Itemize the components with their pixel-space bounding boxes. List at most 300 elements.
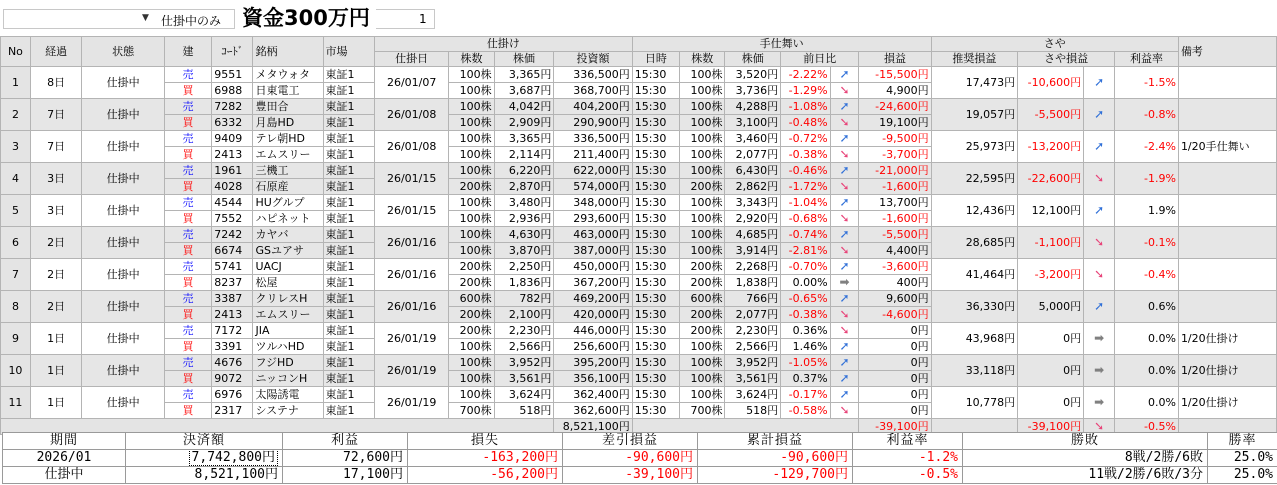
col-header-side[interactable]: 建 [164, 37, 211, 67]
summary-record-cell [963, 450, 1208, 467]
exit-time-cell: 15:30 [632, 275, 679, 291]
side-cell: 売 [164, 291, 211, 307]
status-cell: 仕掛中 [82, 355, 164, 387]
elapsed-cell: 7日 [30, 131, 82, 163]
prev-change-cell: -0.70% [781, 259, 830, 275]
status-cell: 仕掛中 [82, 387, 164, 419]
table-row[interactable] [1, 355, 1277, 371]
arrow-up-right-icon: ➚ [830, 339, 859, 355]
exit-shares-cell: 600株 [680, 291, 725, 307]
market-cell: 東証1 [323, 275, 375, 291]
exit-price-cell: 2,920円 [725, 211, 781, 227]
pnl-cell: 13,700円 [859, 195, 931, 211]
exit-shares-cell: 100株 [680, 243, 725, 259]
col-header-elapsed[interactable]: 経過 [30, 37, 82, 67]
prev-change-cell: -0.38% [781, 147, 830, 163]
arrow-up-right-icon: ➚ [1084, 291, 1115, 323]
table-row[interactable] [1, 195, 1277, 211]
table-row[interactable] [1, 291, 1277, 307]
prev-change-cell: -0.74% [781, 227, 830, 243]
note-cell: 1/20手仕舞い [1178, 131, 1276, 163]
market-cell: 東証1 [323, 147, 375, 163]
summary-profit-value: 17,100円 [343, 467, 403, 482]
name-cell: 月島HD [253, 115, 323, 131]
market-cell: 東証1 [323, 291, 375, 307]
est-pnl-cell: 43,968円 [931, 323, 1018, 355]
code-cell: 6674 [212, 243, 253, 259]
summary-header: 勝敗 [963, 433, 1208, 450]
entry-date-cell: 26/01/19 [375, 355, 449, 387]
col-header-ratio[interactable]: 利益率 [1115, 52, 1179, 67]
saya-pnl-cell: -13,200円 [1018, 131, 1084, 163]
prev-change-cell: -1.72% [781, 179, 830, 195]
pnl-cell: 9,600円 [859, 291, 931, 307]
shares-cell: 700株 [449, 403, 494, 419]
side-cell: 買 [164, 371, 211, 387]
entry-date-cell: 26/01/19 [375, 387, 449, 419]
summary-settle-cell [126, 467, 283, 484]
prev-change-cell: -2.22% [781, 67, 830, 83]
group-header-exit: 手仕舞い [632, 37, 931, 52]
ratio-cell: -1.9% [1115, 163, 1179, 195]
invest-cell: 368,700円 [554, 83, 632, 99]
pnl-cell: 0円 [859, 403, 931, 419]
est-pnl-cell: 19,057円 [931, 99, 1018, 131]
invest-cell: 404,200円 [554, 99, 632, 115]
side-cell: 買 [164, 115, 211, 131]
code-cell: 7552 [212, 211, 253, 227]
col-header-status[interactable]: 状態 [82, 37, 164, 67]
invest-cell: 356,100円 [554, 371, 632, 387]
elapsed-cell: 7日 [30, 99, 82, 131]
ratio-cell: 0.0% [1115, 387, 1179, 419]
name-cell: 日東電工 [253, 83, 323, 99]
entry-date-cell: 26/01/07 [375, 67, 449, 99]
price-cell: 2,566円 [494, 339, 554, 355]
row-number: 2 [1, 99, 31, 131]
summary-profit-cell [283, 467, 408, 484]
row-number: 4 [1, 163, 31, 195]
shares-cell: 100株 [449, 211, 494, 227]
shares-cell: 100株 [449, 115, 494, 131]
prev-change-cell: -0.17% [781, 387, 830, 403]
note-cell [1178, 291, 1276, 323]
name-cell: テレ朝HD [253, 131, 323, 147]
code-cell: 2413 [212, 307, 253, 323]
name-cell: システナ [253, 403, 323, 419]
table-row[interactable] [1, 227, 1277, 243]
code-cell: 4544 [212, 195, 253, 211]
filter-selected-value: 仕掛中のみ [161, 14, 222, 28]
prev-change-cell: -1.29% [781, 83, 830, 99]
side-cell: 売 [164, 355, 211, 371]
exit-shares-cell: 100株 [680, 211, 725, 227]
arrow-down-right-icon: ➘ [830, 211, 859, 227]
row-number: 10 [1, 355, 31, 387]
elapsed-cell: 2日 [30, 259, 82, 291]
exit-shares-cell: 700株 [680, 403, 725, 419]
table-row[interactable] [1, 387, 1277, 403]
arrow-down-right-icon: ➘ [1084, 259, 1115, 291]
summary-winrate-value: 25.0% [1233, 450, 1273, 465]
code-cell: 6332 [212, 115, 253, 131]
row-number: 6 [1, 227, 31, 259]
est-pnl-cell: 10,778円 [931, 387, 1018, 419]
name-cell: 松屋 [253, 275, 323, 291]
filter-dropdown[interactable] [3, 9, 235, 29]
second-filter-dropdown[interactable] [375, 9, 435, 29]
arrow-up-right-icon: ➚ [1084, 67, 1115, 99]
price-cell: 3,365円 [494, 131, 554, 147]
invest-cell: 336,500円 [554, 67, 632, 83]
pnl-cell: -3,600円 [859, 259, 931, 275]
shares-cell: 100株 [449, 83, 494, 99]
exit-time-cell: 15:30 [632, 115, 679, 131]
prev-change-cell: 0.00% [781, 275, 830, 291]
col-header-prev[interactable]: 前日比 [781, 52, 859, 67]
side-cell: 売 [164, 387, 211, 403]
ratio-cell: 1.9% [1115, 195, 1179, 227]
col-header-exit-shares[interactable]: 株数 [680, 52, 725, 67]
entry-date-cell: 26/01/16 [375, 291, 449, 323]
col-header-pnl[interactable]: 損益 [859, 52, 931, 67]
exit-time-cell: 15:30 [632, 371, 679, 387]
invest-cell: 336,500円 [554, 131, 632, 147]
name-cell: HUグルプ [253, 195, 323, 211]
elapsed-cell: 1日 [30, 387, 82, 419]
ratio-cell: 0.0% [1115, 355, 1179, 387]
status-cell: 仕掛中 [82, 259, 164, 291]
code-cell: 7172 [212, 323, 253, 339]
shares-cell: 100株 [449, 147, 494, 163]
exit-shares-cell: 100株 [680, 195, 725, 211]
col-header-shares[interactable]: 株数 [449, 52, 494, 67]
saya-pnl-cell: -1,100円 [1018, 227, 1084, 259]
note-cell: 1/20仕掛け [1178, 355, 1276, 387]
note-cell [1178, 259, 1276, 291]
exit-shares-cell: 100株 [680, 99, 725, 115]
summary-header: 利益 [283, 433, 408, 450]
table-row[interactable] [1, 163, 1277, 179]
invest-cell: 293,600円 [554, 211, 632, 227]
chevron-down-icon[interactable]: ▼ [142, 13, 149, 23]
exit-price-cell: 3,561円 [725, 371, 781, 387]
pnl-cell: -3,700円 [859, 147, 931, 163]
arrow-down-right-icon: ➘ [830, 115, 859, 131]
invest-cell: 256,600円 [554, 339, 632, 355]
exit-price-cell: 3,624円 [725, 387, 781, 403]
invest-cell: 420,000円 [554, 307, 632, 323]
saya-pnl-cell: 0円 [1018, 387, 1084, 419]
code-cell: 9551 [212, 67, 253, 83]
exit-shares-cell: 100株 [680, 371, 725, 387]
summary-header: 決済額 [126, 433, 283, 450]
note-cell [1178, 227, 1276, 259]
elapsed-cell: 3日 [30, 163, 82, 195]
prev-change-cell: -1.05% [781, 355, 830, 371]
shares-cell: 100株 [449, 195, 494, 211]
price-cell: 6,220円 [494, 163, 554, 179]
market-cell: 東証1 [323, 355, 375, 371]
arrow-down-right-icon: ➘ [1084, 227, 1115, 259]
total-saya-pnl: -39,100円 [1018, 419, 1084, 435]
exit-price-cell: 1,838円 [725, 275, 781, 291]
summary-header: 累計損益 [698, 433, 853, 450]
side-cell: 買 [164, 83, 211, 99]
col-header-market[interactable]: 市場 [323, 37, 375, 67]
arrow-down-right-icon: ➘ [830, 179, 859, 195]
status-cell: 仕掛中 [82, 291, 164, 323]
est-pnl-cell: 25,973円 [931, 131, 1018, 163]
market-cell: 東証1 [323, 403, 375, 419]
shares-cell: 200株 [449, 179, 494, 195]
pnl-cell: 0円 [859, 323, 931, 339]
col-header-price[interactable]: 株価 [494, 52, 554, 67]
code-cell: 3387 [212, 291, 253, 307]
saya-pnl-cell: -10,600円 [1018, 67, 1084, 99]
col-header-invest[interactable]: 投資額 [554, 52, 632, 67]
arrow-up-right-icon: ➚ [830, 227, 859, 243]
summary-winrate-cell [1208, 450, 1277, 467]
market-cell: 東証1 [323, 323, 375, 339]
ratio-cell: -0.4% [1115, 259, 1179, 291]
arrow-up-right-icon: ➚ [830, 99, 859, 115]
pnl-cell: 400円 [859, 275, 931, 291]
table-row[interactable] [1, 99, 1277, 115]
summary-net-value: -39,100円 [625, 467, 693, 482]
pnl-cell: 0円 [859, 355, 931, 371]
entry-date-cell: 26/01/15 [375, 195, 449, 227]
side-cell: 売 [164, 163, 211, 179]
price-cell: 1,836円 [494, 275, 554, 291]
side-cell: 買 [164, 211, 211, 227]
price-cell: 2,114円 [494, 147, 554, 163]
shares-cell: 100株 [449, 131, 494, 147]
exit-shares-cell: 200株 [680, 179, 725, 195]
summary-period-cell [3, 467, 126, 484]
invest-cell: 348,000円 [554, 195, 632, 211]
prev-change-cell: 1.46% [781, 339, 830, 355]
price-cell: 3,561円 [494, 371, 554, 387]
market-cell: 東証1 [323, 243, 375, 259]
total-ratio: -0.5% [1115, 419, 1179, 435]
note-cell [1178, 163, 1276, 195]
summary-period-cell [3, 450, 126, 467]
summary-cum-value: -90,600円 [780, 450, 848, 465]
side-cell: 買 [164, 403, 211, 419]
summary-loss-value: -163,200円 [482, 450, 558, 465]
funds-label: 資金300万円 [236, 2, 376, 34]
price-cell: 2,250円 [494, 259, 554, 275]
total-pnl: -39,100円 [859, 419, 931, 435]
price-cell: 3,365円 [494, 67, 554, 83]
code-cell: 2317 [212, 403, 253, 419]
summary-net-value: -90,600円 [625, 450, 693, 465]
status-cell: 仕掛中 [82, 195, 164, 227]
exit-price-cell: 3,100円 [725, 115, 781, 131]
exit-price-cell: 3,520円 [725, 67, 781, 83]
summary-winrate-value: 25.0% [1233, 467, 1273, 482]
side-cell: 売 [164, 131, 211, 147]
table-row[interactable] [1, 131, 1277, 147]
arrow-right-icon: ➡ [830, 275, 859, 291]
col-header-entry-date[interactable]: 仕掛日 [375, 52, 449, 67]
elapsed-cell: 8日 [30, 67, 82, 99]
table-row[interactable] [1, 67, 1277, 83]
pnl-cell: -1,600円 [859, 179, 931, 195]
exit-price-cell: 2,077円 [725, 307, 781, 323]
col-header-name[interactable]: 銘柄 [253, 37, 323, 67]
summary-cum-value: -129,700円 [772, 467, 848, 482]
arrow-up-right-icon: ➚ [830, 387, 859, 403]
shares-cell: 100株 [449, 387, 494, 403]
name-cell: カヤバ [253, 227, 323, 243]
price-cell: 3,480円 [494, 195, 554, 211]
summary-header: 勝率 [1208, 433, 1277, 450]
summary-header: 差引損益 [563, 433, 698, 450]
exit-price-cell: 2,268円 [725, 259, 781, 275]
side-cell: 売 [164, 259, 211, 275]
exit-time-cell: 15:30 [632, 67, 679, 83]
pnl-cell: 0円 [859, 387, 931, 403]
summary-settle-value: 7,742,800円 [189, 450, 278, 467]
market-cell: 東証1 [323, 163, 375, 179]
code-cell: 3391 [212, 339, 253, 355]
arrow-right-icon: ➡ [1084, 323, 1115, 355]
status-cell: 仕掛中 [82, 99, 164, 131]
arrow-down-right-icon: ➘ [830, 403, 859, 419]
market-cell: 東証1 [323, 371, 375, 387]
price-cell: 3,870円 [494, 243, 554, 259]
table-row[interactable] [1, 323, 1277, 339]
note-cell [1178, 195, 1276, 227]
exit-price-cell: 3,914円 [725, 243, 781, 259]
row-number: 11 [1, 387, 31, 419]
name-cell: ハピネット [253, 211, 323, 227]
status-cell: 仕掛中 [82, 163, 164, 195]
note-cell: 1/20仕掛け [1178, 387, 1276, 419]
exit-time-cell: 15:30 [632, 227, 679, 243]
summary-ratio-cell [853, 467, 963, 484]
price-cell: 2,909円 [494, 115, 554, 131]
side-cell: 売 [164, 195, 211, 211]
exit-shares-cell: 100株 [680, 339, 725, 355]
note-cell [1178, 67, 1276, 99]
exit-shares-cell: 100株 [680, 163, 725, 179]
invest-cell: 290,900円 [554, 115, 632, 131]
second-filter-value: 1 [419, 12, 427, 26]
code-cell: 5741 [212, 259, 253, 275]
summary-row [3, 450, 1277, 467]
price-cell: 2,936円 [494, 211, 554, 227]
summary-table [2, 432, 1277, 484]
col-header-est-pnl[interactable]: 推奨損益 [931, 52, 1018, 67]
summary-loss-cell [408, 467, 563, 484]
arrow-up-right-icon: ➚ [830, 195, 859, 211]
pnl-cell: -4,600円 [859, 307, 931, 323]
code-cell: 9072 [212, 371, 253, 387]
name-cell: 石原産 [253, 179, 323, 195]
price-cell: 2,230円 [494, 323, 554, 339]
arrow-up-right-icon: ➚ [1084, 195, 1115, 227]
summary-period-value: 仕掛中 [44, 467, 84, 482]
exit-time-cell: 15:30 [632, 403, 679, 419]
saya-pnl-cell: 0円 [1018, 323, 1084, 355]
exit-shares-cell: 100株 [680, 355, 725, 371]
shares-cell: 100株 [449, 339, 494, 355]
prev-change-cell: -1.08% [781, 99, 830, 115]
code-cell: 7242 [212, 227, 253, 243]
group-header-entry: 仕掛け [375, 37, 633, 52]
prev-change-cell: -1.04% [781, 195, 830, 211]
exit-shares-cell: 100株 [680, 131, 725, 147]
exit-time-cell: 15:30 [632, 243, 679, 259]
summary-record-value: 8戦/2勝/6敗 [1124, 450, 1203, 465]
col-header-exit-price[interactable]: 株価 [725, 52, 781, 67]
col-header-exit-time[interactable]: 日時 [632, 52, 679, 67]
invest-cell: 469,200円 [554, 291, 632, 307]
invest-cell: 362,400円 [554, 387, 632, 403]
pnl-cell: -1,600円 [859, 211, 931, 227]
exit-time-cell: 15:30 [632, 355, 679, 371]
shares-cell: 200株 [449, 259, 494, 275]
shares-cell: 100株 [449, 227, 494, 243]
col-header-note[interactable]: 備考 [1178, 37, 1276, 67]
summary-header: 損失 [408, 433, 563, 450]
entry-date-cell: 26/01/16 [375, 227, 449, 259]
arrow-up-right-icon: ➚ [830, 355, 859, 371]
shares-cell: 200株 [449, 307, 494, 323]
exit-shares-cell: 100株 [680, 83, 725, 99]
code-cell: 6988 [212, 83, 253, 99]
market-cell: 東証1 [323, 131, 375, 147]
name-cell: クリレスH [253, 291, 323, 307]
table-row[interactable] [1, 259, 1277, 275]
row-number: 5 [1, 195, 31, 227]
prev-change-cell: -0.46% [781, 163, 830, 179]
name-cell: UACJ [253, 259, 323, 275]
invest-cell: 446,000円 [554, 323, 632, 339]
code-cell: 9409 [212, 131, 253, 147]
total-invest: 8,521,100円 [554, 419, 632, 435]
arrow-down-right-icon: ➘ [830, 83, 859, 99]
col-header-saya-pnl[interactable]: さや損益 [1018, 52, 1115, 67]
invest-cell: 387,000円 [554, 243, 632, 259]
status-cell: 仕掛中 [82, 227, 164, 259]
summary-cum-cell [698, 450, 853, 467]
ratio-cell: -0.8% [1115, 99, 1179, 131]
saya-pnl-cell: 0円 [1018, 355, 1084, 387]
row-number: 8 [1, 291, 31, 323]
summary-period-value: 2026/01 [36, 450, 92, 465]
exit-time-cell: 15:30 [632, 259, 679, 275]
market-cell: 東証1 [323, 259, 375, 275]
arrow-down-right-icon: ➘ [830, 323, 859, 339]
exit-price-cell: 4,288円 [725, 99, 781, 115]
exit-price-cell: 2,230円 [725, 323, 781, 339]
pnl-cell: 4,900円 [859, 83, 931, 99]
name-cell: エムスリー [253, 307, 323, 323]
row-number: 7 [1, 259, 31, 291]
summary-profit-value: 72,600円 [343, 450, 403, 465]
saya-pnl-cell: -22,600円 [1018, 163, 1084, 195]
exit-shares-cell: 100株 [680, 387, 725, 403]
col-header-no[interactable]: No [1, 37, 31, 67]
col-header-code[interactable]: ｺｰﾄﾞ [212, 37, 253, 67]
pnl-cell: -21,000円 [859, 163, 931, 179]
est-pnl-cell: 28,685円 [931, 227, 1018, 259]
side-cell: 買 [164, 339, 211, 355]
